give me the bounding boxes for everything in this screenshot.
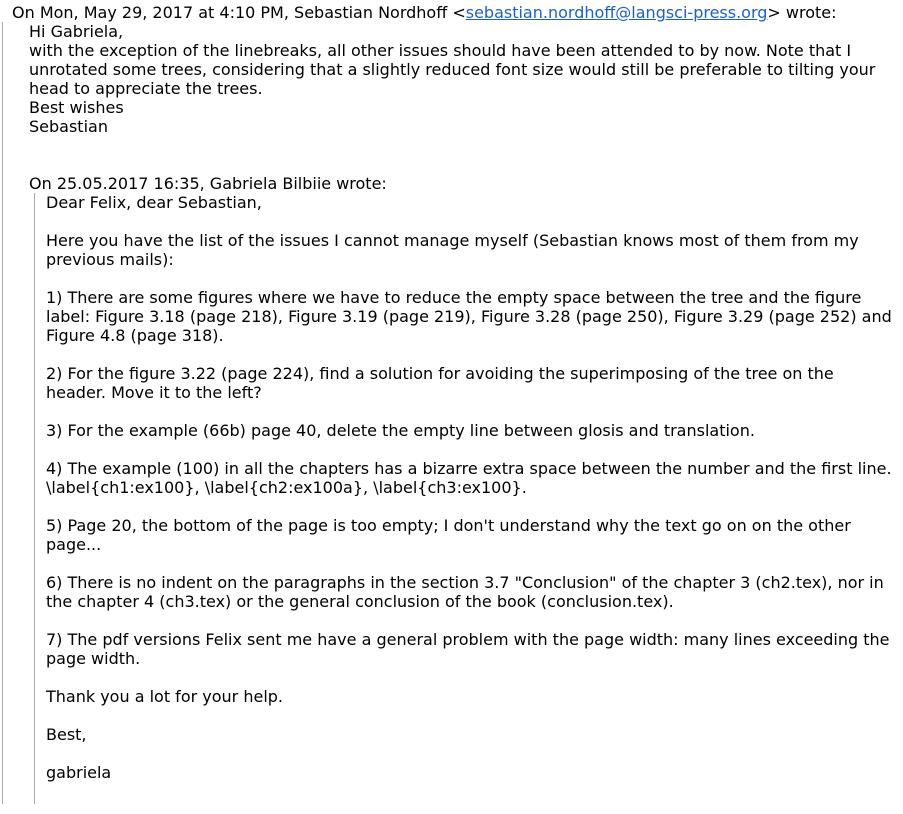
reply-closing: Best wishes	[29, 98, 124, 117]
issue-item: 4) The example (100) in all the chapters has a bizarre extra space between the number and the first line. \label{ch1:ex100}, \label{ch2:ex100a}, \label{ch3:ex100}.	[46, 459, 892, 497]
issue-item: 3) For the example (66b) page 40, delete the empty line between glosis and translation.	[46, 421, 755, 440]
issue-item: 6) There is no indent on the paragraphs in the section 3.7 "Conclusion" of the chapter 3 (ch2.tex), nor in the chapter 4 (ch3.tex) or the general conclusion of the book (conclusion.tex).	[46, 573, 884, 611]
quoted-original	[34, 193, 895, 804]
sender-email-link[interactable]: sebastian.nordhoff@langsci-press.org	[465, 3, 768, 22]
original-thanks: Thank you a lot for your help.	[46, 687, 283, 706]
quoted-reply	[2, 22, 903, 804]
spacer	[29, 136, 895, 174]
attribution-suffix: > wrote:	[767, 3, 837, 22]
inner-attribution: On 25.05.2017 16:35, Gabriela Bilbiie wrote:	[29, 174, 387, 193]
reply-body: with the exception of the linebreaks, all other issues should have been attended to by now. Note that I unrotated some trees, considering that a slightly reduced font size would still be preferable to tilting your head to appreciate the trees.	[29, 41, 876, 98]
issue-item: 7) The pdf versions Felix sent me have a general problem with the page width: many lines exceeding the page width.	[46, 630, 890, 668]
attribution-prefix: On Mon, May 29, 2017 at 4:10 PM, Sebastian Nordhoff <	[12, 3, 466, 22]
issue-item: 1) There are some figures where we have to reduce the empty space between the tree and the figure label: Figure 3.18 (page 218), Figure 3.19 (page 219), Figure 3.28 (page 250), Figure 3.29 (page 252) and Figure 4.8 (page 318).	[46, 288, 892, 345]
original-closing: Best,	[46, 725, 87, 744]
original-signature: gabriela	[46, 763, 112, 782]
reply-greeting: Hi Gabriela,	[29, 22, 124, 41]
issue-item: 2) For the figure 3.22 (page 224), find a solution for avoiding the superimposing of the tree on the header. Move it to the left?	[46, 364, 834, 402]
issue-item: 5) Page 20, the bottom of the page is too empty; I don't understand why the text go on on the other page...	[46, 516, 851, 554]
original-greeting: Dear Felix, dear Sebastian,	[46, 193, 262, 212]
outer-attribution	[0, 3, 903, 22]
original-intro: Here you have the list of the issues I cannot manage myself (Sebastian knows most of them from my previous mails):	[46, 231, 859, 269]
reply-signature: Sebastian	[29, 117, 108, 136]
